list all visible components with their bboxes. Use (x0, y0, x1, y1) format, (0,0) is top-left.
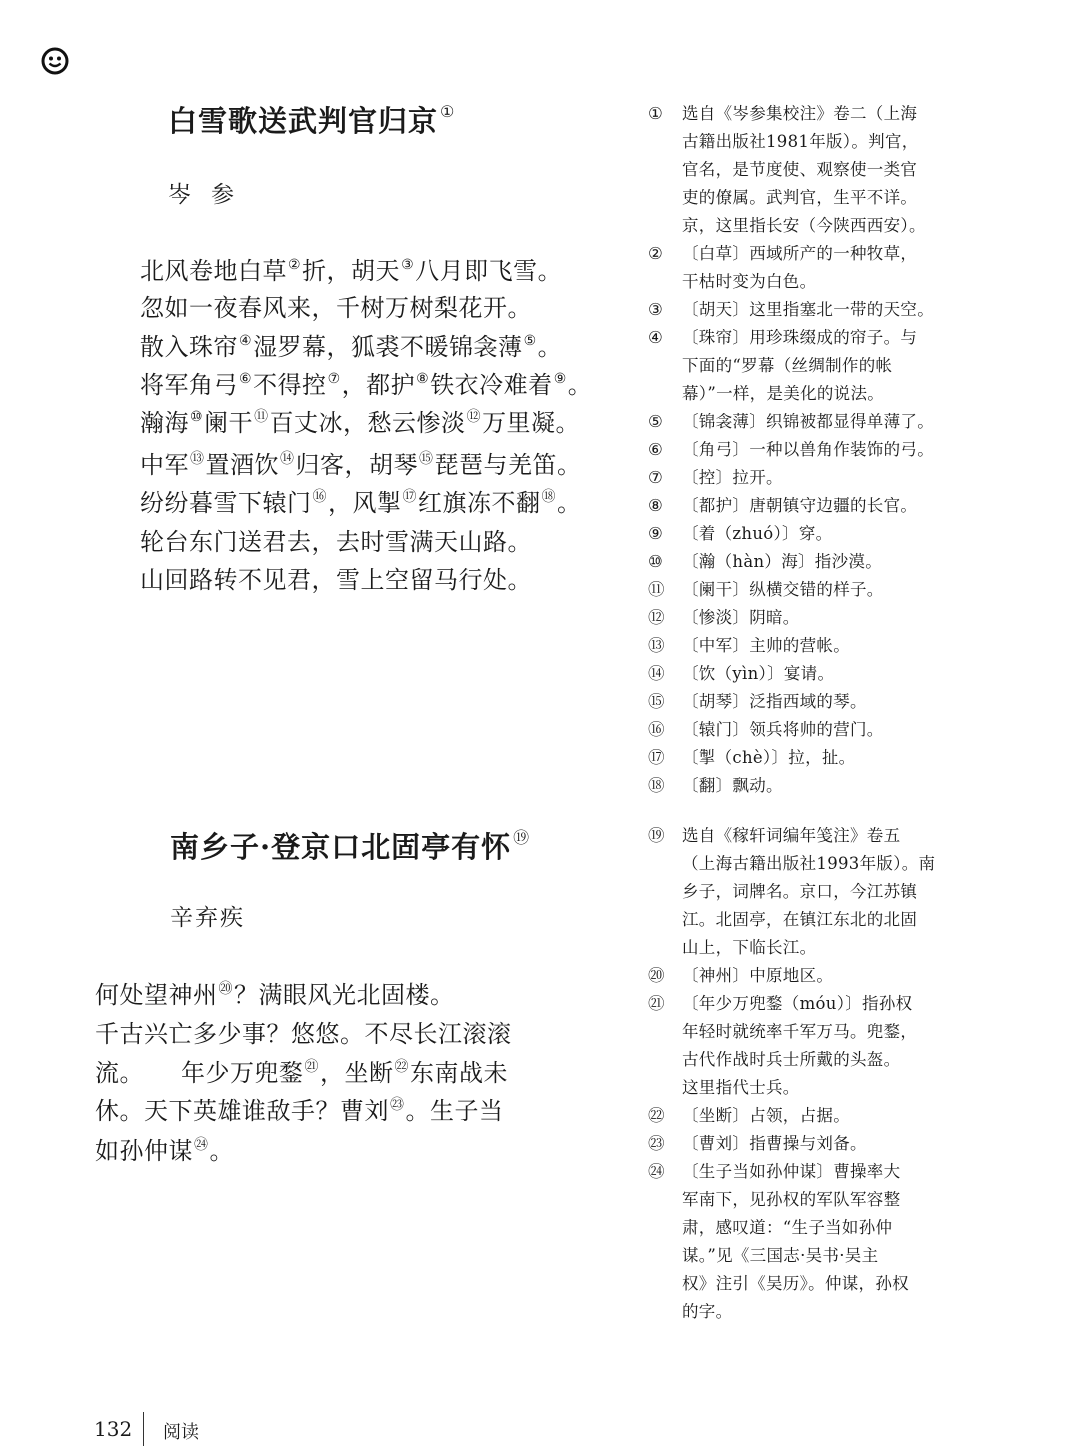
footnote-number: ① (648, 104, 664, 123)
footnote-text-line: 〔胡琴〕泛指西域的琴。 (682, 692, 867, 711)
footnote-item (648, 408, 948, 436)
footnote-number: ③ (648, 300, 664, 319)
footnote-text-line: 〔翻〕飘动。 (682, 776, 783, 795)
footnote-text-line: 〔阑干〕纵横交错的样子。 (682, 580, 884, 599)
footnote-mark: ⑫ (466, 409, 482, 425)
page-number: 132 (94, 1417, 133, 1441)
verse-text: 红旗冻不翻 (418, 489, 541, 517)
footnote-item (648, 744, 948, 772)
footnote-item (648, 1130, 948, 1158)
verse-text: 瀚海 (140, 409, 189, 437)
poem2-line (95, 982, 455, 1007)
poem2-title-footnote-mark: ⑲ (513, 828, 531, 847)
footnote-item (648, 1102, 948, 1130)
footnote-mark: ④ (239, 333, 253, 349)
footnote-text (682, 822, 948, 962)
footnote-text-line: 的字。 (682, 1302, 733, 1321)
footnote-text-line: 〔掣（chè）〕拉，扯。 (682, 748, 856, 767)
footnote-text-line: 〔生子当如孙仲谋〕曹操率大 (682, 1162, 901, 1181)
footnote-text (682, 548, 948, 576)
footnote-text-line: 军南下，见孙权的军队军容整 (682, 1190, 901, 1209)
footnote-text-line: 幕）”一样，是美化的说法。 (682, 384, 885, 403)
footnote-number: ⑩ (648, 552, 664, 571)
footnote-text (682, 464, 948, 492)
verse-text: 。 (557, 489, 582, 517)
verse-text: 忽如一夜春风来，千树万树梨花开。 (140, 294, 532, 322)
poem1-line (140, 490, 582, 515)
footnote-number: ④ (648, 328, 664, 347)
poem2-author: 辛弃疾 (170, 905, 245, 931)
footnote-text (682, 660, 948, 688)
verse-text: 。 (209, 1137, 234, 1165)
footnote-text (682, 520, 948, 548)
footnote-mark: ⑭ (280, 451, 295, 467)
poem2-title (170, 830, 530, 862)
footnote-item (648, 990, 948, 1102)
footnote-text-line: 权》注引《吴历》。仲谋，孙权 (682, 1274, 909, 1293)
footnote-text-line: 谋。”见《三国志·吴书·吴主 (682, 1246, 879, 1265)
footnote-mark: ⑳ (218, 981, 233, 997)
footnote-text-line: 官名，是节度使、观察使一类官 (682, 160, 918, 179)
footnote-number: ㉔ (648, 1162, 665, 1181)
footnote-text-line: 京，这里指长安（今陕西西安）。 (682, 216, 926, 235)
footnote-text-line: 〔都护〕唐朝镇守边疆的长官。 (682, 496, 918, 515)
footnote-number: ㉒ (648, 1106, 665, 1125)
footnote-mark: ⑮ (419, 451, 434, 467)
footnote-number: ⑱ (648, 776, 665, 795)
footnote-text-line: 〔珠帘〕用珍珠缀成的帘子。与 (682, 328, 918, 347)
footnote-item (648, 688, 948, 716)
footnote-item (648, 464, 948, 492)
footnote-number: ⑧ (648, 496, 664, 515)
verse-text: 。生子当 (405, 1097, 504, 1125)
footnote-number: ⑤ (648, 412, 664, 431)
footnote-text (682, 408, 948, 436)
footnote-text-line: 乡子，词牌名。京口，今江苏镇 (682, 882, 918, 901)
footnote-number: ⑮ (648, 692, 665, 711)
footnote-text-line: 选自《岑参集校注》卷二（上海 (682, 104, 918, 123)
footnote-number: ⑫ (648, 608, 665, 627)
footnote-text-line: 下面的“罗幕（丝绸制作的帐 (682, 356, 893, 375)
footnote-mark: ⑪ (254, 409, 269, 425)
footnote-text-line: 干枯时变为白色。 (682, 272, 817, 291)
verse-text: 流。 年少万兜鍪 (95, 1059, 304, 1087)
footnote-text-line: 年轻时就统率千军万马。兜鍪， (682, 1022, 918, 1041)
footnote-mark: ⑬ (190, 451, 205, 467)
footnote-text-line: 吏的僚属。武判官，生平不详。 (682, 188, 918, 207)
footnote-text-line: 山上，下临长江。 (682, 938, 817, 957)
footnote-item (648, 1158, 948, 1326)
footnote-mark: ② (288, 257, 302, 273)
footnote-item (648, 716, 948, 744)
footnote-mark: ⑱ (541, 489, 556, 505)
footnote-mark: ⑯ (312, 489, 327, 505)
footnote-text-line: 〔惨淡〕阴暗。 (682, 608, 800, 627)
footnote-item (648, 632, 948, 660)
verse-text: 中军 (140, 451, 189, 479)
verse-text: 琵琶与羌笛。 (434, 451, 582, 479)
verse-text: 折，胡天 (302, 257, 401, 285)
footnote-item (648, 822, 948, 962)
footnote-number: ② (648, 244, 664, 263)
footnote-text-line: 选自《稼轩词编年笺注》卷五 (682, 826, 901, 845)
footnote-mark: ⑩ (190, 409, 204, 425)
poem1-line (140, 568, 532, 592)
verse-text: 。 (537, 333, 563, 361)
footnote-item (648, 576, 948, 604)
footnote-text-line: 〔白草〕西域所产的一种牧草， (682, 244, 918, 263)
footnote-text (682, 492, 948, 520)
footnote-text (682, 324, 948, 408)
verse-text: ，坐断 (320, 1059, 394, 1087)
footnote-text-line: 〔控〕拉开。 (682, 468, 783, 487)
footnote-number: ⑥ (648, 440, 664, 459)
footnote-text-line: 江。北固亭，在镇江东北的北固 (682, 910, 918, 929)
poem1-line (140, 530, 532, 554)
poem1-line (140, 452, 582, 477)
verse-text: ，都护 (341, 371, 416, 399)
verse-text: 纷纷暮雪下辕门 (140, 489, 312, 517)
footnote-text (682, 576, 948, 604)
footnote-text-line: 〔坐断〕占领，占据。 (682, 1106, 850, 1125)
verse-text: 湿罗幕，狐裘不暖锦衾薄 (253, 333, 523, 361)
footnote-mark: ③ (401, 257, 415, 273)
footnote-text (682, 990, 948, 1102)
verse-text: 千古兴亡多少事？悠悠。不尽长江滚滚 (95, 1020, 512, 1048)
footnote-mark: ⑧ (416, 371, 430, 387)
footnote-item (648, 604, 948, 632)
footnote-mark: ㉑ (304, 1059, 319, 1075)
footnote-text (682, 744, 948, 772)
poem1-title (168, 104, 455, 136)
verse-text: 何处望神州 (95, 981, 218, 1009)
poem1-line (140, 334, 562, 359)
footnote-item (648, 492, 948, 520)
verse-text: ，风掣 (328, 489, 402, 517)
footnote-text-line: 〔中军〕主帅的营帐。 (682, 636, 850, 655)
footnote-number: ⑦ (648, 468, 664, 487)
smiley-logo-icon (40, 46, 70, 76)
footnote-number: ⑳ (648, 966, 665, 985)
poem2-title-text: 南乡子·登京口北固亭有怀 (170, 830, 512, 864)
footnote-number: ⑬ (648, 636, 665, 655)
footnote-text-line: 〔锦衾薄〕织锦被都显得单薄了。 (682, 412, 934, 431)
footnote-number: ㉑ (648, 994, 665, 1013)
poem2-line (95, 1060, 508, 1085)
verse-text: 归客，胡琴 (295, 451, 418, 479)
footnote-number: ⑪ (648, 580, 665, 599)
footnote-text-line: 〔曹刘〕指曹操与刘备。 (682, 1134, 867, 1153)
footnote-text-line: （上海古籍出版社1993年版）。南 (682, 854, 936, 873)
poem2-line (95, 1022, 512, 1046)
footnote-mark: ⑰ (402, 489, 417, 505)
footnote-mark: ㉒ (394, 1059, 409, 1075)
footnote-mark: ㉓ (390, 1097, 405, 1113)
footnote-text-line: 这里指代士兵。 (682, 1078, 800, 1097)
footer-divider (143, 1412, 144, 1446)
footnote-text-line: 〔神州〕中原地区。 (682, 966, 834, 985)
verse-text: 不得控 (253, 371, 327, 399)
poem1-author: 岑参 (168, 182, 254, 208)
verse-text: 北风卷地白草 (140, 257, 287, 285)
footnote-item (648, 324, 948, 408)
footnote-text (682, 604, 948, 632)
verse-text: 万里凝。 (482, 409, 581, 437)
footnote-text (682, 296, 948, 324)
footnote-text-line: 〔年少万兜鍪（móu）〕指孙权 (682, 994, 913, 1013)
footnote-item (648, 436, 948, 464)
footnote-text-line: 古代作战时兵士所戴的头盔。 (682, 1050, 901, 1069)
footnote-text-line: 〔辕门〕领兵将帅的营门。 (682, 720, 884, 739)
footnote-text-line: 〔角弓〕一种以兽角作装饰的弓。 (682, 440, 934, 459)
poem1-line (140, 296, 532, 320)
verse-text: 将军角弓 (140, 371, 238, 399)
footnote-text (682, 716, 948, 744)
verse-text: 山回路转不见君，雪上空留马行处。 (140, 566, 532, 594)
footnote-text-line: 〔瀚（hàn）海〕指沙漠。 (682, 552, 882, 571)
footnote-mark: ㉔ (194, 1137, 209, 1153)
footnote-text-line: 古籍出版社1981年版）。判官， (682, 132, 919, 151)
footnote-number: ㉓ (648, 1134, 665, 1153)
footnote-item (648, 240, 948, 296)
verse-text: 休。天下英雄谁敌手？曹刘 (95, 1097, 389, 1125)
verse-text: 轮台东门送君去，去时雪满天山路。 (140, 528, 532, 556)
footnote-item (648, 296, 948, 324)
verse-text: 。 (567, 371, 593, 399)
footnote-number: ⑨ (648, 524, 664, 543)
footnote-text-line: 肃，感叹道：“生子当如孙仲 (682, 1218, 893, 1237)
footnote-text-line: 〔饮（yìn）〕宴请。 (682, 664, 835, 683)
footnote-text (682, 962, 948, 990)
footnote-item (648, 548, 948, 576)
verse-text: 如孙仲谋 (95, 1137, 193, 1165)
footnote-text (682, 100, 948, 240)
verse-text: ？满眼风光北固楼。 (234, 981, 455, 1009)
footnote-text (682, 688, 948, 716)
verse-text: 散入珠帘 (140, 333, 238, 361)
footnote-mark: ⑨ (553, 371, 567, 387)
footnote-number: ⑲ (648, 826, 665, 845)
footnote-text (682, 1158, 948, 1326)
footnote-number: ⑯ (648, 720, 665, 739)
footnote-number: ⑭ (648, 664, 665, 683)
verse-text: 阑干 (204, 409, 254, 437)
footnote-item (648, 100, 948, 240)
footnote-item (648, 660, 948, 688)
verse-text: 置酒饮 (205, 451, 279, 479)
section-label: 阅读 (163, 1422, 199, 1443)
footnote-text (682, 436, 948, 464)
footnote-mark: ⑥ (239, 371, 253, 387)
poem2-line (95, 1098, 504, 1123)
footnote-mark: ⑤ (523, 333, 537, 349)
footnote-text (682, 772, 948, 800)
poem1-line (140, 410, 580, 435)
footnote-item (648, 772, 948, 800)
footnote-item (648, 962, 948, 990)
poem2-line (95, 1138, 234, 1163)
footnote-mark: ⑦ (327, 371, 341, 387)
footnote-number: ⑰ (648, 748, 665, 767)
footnote-text (682, 1102, 948, 1130)
footnote-text-line: 〔着（zhuó）〕穿。 (682, 524, 833, 543)
poem1-title-footnote-mark: ① (440, 102, 456, 121)
footnote-text (682, 240, 948, 296)
poem1-title-text: 白雪歌送武判官归京 (168, 104, 439, 138)
verse-text: 铁衣冷难着 (430, 371, 553, 399)
verse-text: 百丈冰，愁云惨淡 (269, 409, 466, 437)
verse-text: 东南战未 (410, 1059, 508, 1087)
footnote-text (682, 632, 948, 660)
poem1-line (140, 258, 562, 283)
verse-text: 八月即飞雪。 (415, 257, 563, 285)
poem1-line (140, 372, 592, 397)
footnote-item (648, 520, 948, 548)
footnote-text-line: 〔胡天〕这里指塞北一带的天空。 (682, 300, 934, 319)
footnote-text (682, 1130, 948, 1158)
